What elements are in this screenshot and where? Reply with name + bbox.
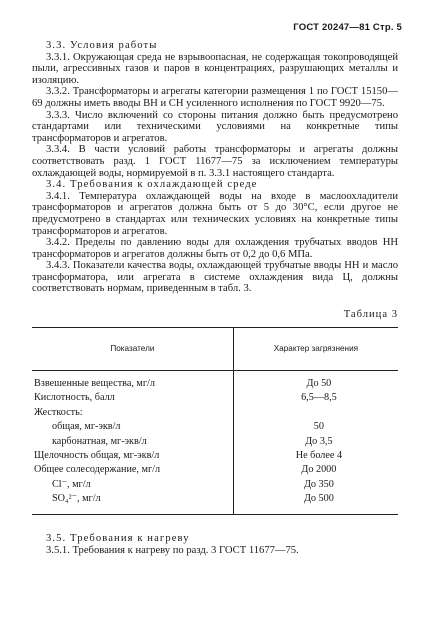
table-row [32, 463, 398, 477]
column-header-contamination: Характер загрязнения [233, 327, 398, 370]
water-quality-table [32, 327, 398, 516]
row-value: До 500 [303, 493, 334, 505]
table-row [32, 434, 398, 448]
row-value: До 3,5 [305, 435, 333, 447]
section-heading-3-3: 3.3. Условия работы [46, 40, 158, 51]
paragraph-3-3-4: 3.3.4. В части условий работы трансформаторы и агрегаты должны соответствовать разд. 1 ГОСТ 11677—75 за исключением температуры охлаждающей воды, нормируемой в п. 3.3.1 настоящего стандарта. [32, 144, 398, 179]
document-body [32, 40, 398, 556]
row-label: Cl⁻, мг/л [32, 477, 233, 491]
page-header: ГОСТ 20247—81 Стр. 5 [293, 22, 402, 33]
row-label: карбонатная, мг-экв/л [32, 434, 233, 448]
row-label: общая, мг-экв/л [32, 420, 233, 434]
table-caption: Таблица 3 [343, 309, 398, 321]
paragraph-3-3-3: 3.3.3. Число включений со стороны питания должно быть предусмотрено стандартами или техническими условиями на конкретные типы трансформаторов и агрегатов. [32, 109, 398, 144]
table-row [32, 370, 398, 391]
table-row [32, 420, 398, 434]
table-header-row [32, 327, 398, 370]
paragraph-3-4-3: 3.4.3. Показатели качества воды, охлаждающей трубчатые вводы НН и масло трансформатора, или агрегата в системе охлаждения вида Ц, должны соответствовать нормам, приведенным в табл. 3. [32, 260, 398, 295]
row-label: Общее солесодержание, мг/л [32, 463, 233, 477]
paragraph-3-3-1: 3.3.1. Окружающая среда не взрывоопасная, не содержащая токопроводящей пыли, агрессивных газов и паров в концентрациях, разрушающих металлы и изоляцию. [32, 51, 398, 86]
row-label: Кислотность, балл [32, 391, 233, 405]
paragraph-3-4-2: 3.4.2. Пределы по давлению воды для охлаждения трубчатых вводов НН трансформаторов и агрегатов должны быть от 0,2 до 0,6 МПа. [32, 237, 398, 260]
paragraph-3-4-1: 3.4.1. Температура охлаждающей воды на входе в маслоохладители трансформаторов и агрегатов должна быть от 5 до 30°С, если другое не предусмотрено в стандартах или технических условиях на конкретные типы трансформаторов и агрегатов. [32, 190, 398, 237]
column-header-indicators: Показатели [32, 327, 233, 370]
table-row [32, 449, 398, 463]
table-row [32, 391, 398, 405]
row-label: Щелочность общая, мг-экв/л [32, 449, 233, 463]
row-label: Взвешенные вещества, мг/л [32, 370, 233, 391]
row-value: 6,5—8,5 [301, 392, 337, 404]
row-value: 50 [313, 421, 324, 433]
table-row [32, 477, 398, 491]
row-value: До 50 [306, 378, 332, 390]
section-heading-3-5: 3.5. Требования к нагреву [46, 533, 190, 545]
row-label: SO₄²⁻, мг/л [32, 492, 233, 515]
table-row [32, 492, 398, 515]
row-value: До 2000 [301, 464, 337, 476]
paragraph-3-3-2: 3.3.2. Трансформаторы и агрегаты категории размещения 1 по ГОСТ 15150—69 должны иметь вводы ВН и СН усиленного исполнения по ГОСТ 9920—75. [32, 86, 398, 109]
row-value: Не более 4 [295, 450, 343, 461]
row-value: До 350 [303, 478, 334, 490]
section-heading-3-4: 3.4. Требования к охлаждающей среде [46, 179, 258, 191]
row-label: Жесткость: [32, 405, 233, 419]
paragraph-3-5-1: 3.5.1. Требования к нагреву по разд. 3 ГОСТ 11677—75. [46, 544, 299, 556]
row-value [233, 405, 398, 419]
table-row [32, 405, 398, 419]
